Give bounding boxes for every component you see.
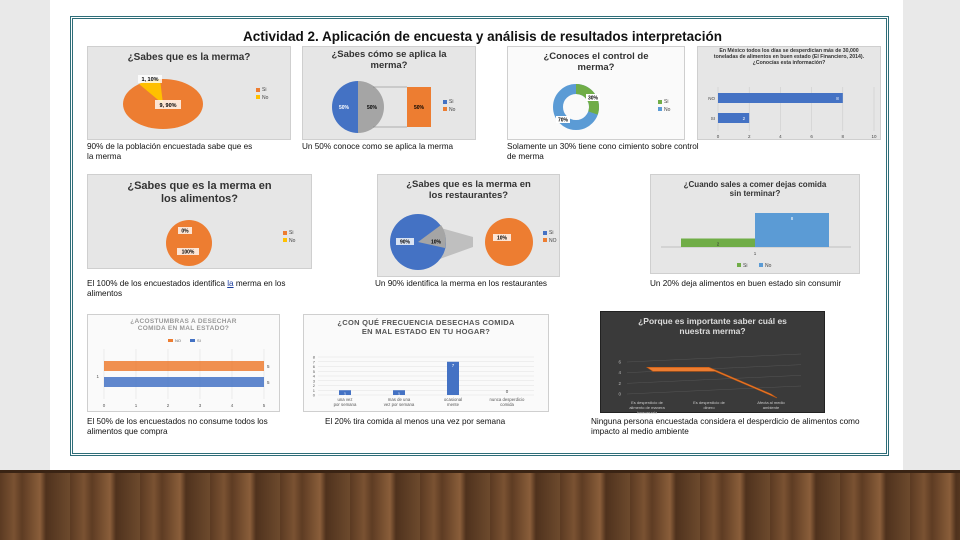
caption-3: Solamente un 30% tiene cono cimiento sobre control de merma (507, 142, 699, 161)
x-tick-label-line2: mente (447, 402, 459, 407)
bar-no (104, 361, 264, 371)
x-tick-label: nunca desperdicio (489, 397, 525, 402)
chart-10-svg (601, 312, 826, 414)
caption-7: Un 20% deja alimentos en buen estado sin consumir (650, 279, 842, 288)
legend-1 (256, 87, 268, 102)
gridline (627, 386, 801, 394)
chart-card-8 (87, 314, 280, 412)
legend-label: NO (175, 338, 181, 343)
page-title: Actividad 2. Aplicación de encuesta y análisis de resultados interpretación (243, 29, 722, 44)
y-tick-label: 7 (312, 359, 315, 365)
x-tick-label: 5 (262, 403, 266, 408)
x-tick-label: 1 (753, 251, 757, 256)
legend-swatch (737, 263, 741, 267)
y-tick-label: 6 (618, 359, 621, 365)
chart-card-3 (507, 46, 685, 140)
legend-swatch (759, 263, 763, 267)
activity-frame (70, 16, 889, 456)
x-tick-label: Es desperdicio de (693, 400, 725, 405)
x-tick-label: 2 (747, 134, 751, 139)
data-label-si: 90% (399, 239, 411, 246)
chart-card-7 (650, 174, 860, 274)
data-label: 7 (451, 362, 455, 368)
chart-card-10 (600, 311, 825, 413)
data-label-si: 100% (181, 249, 195, 256)
data-label-no: 1, 10% (141, 77, 159, 83)
caption-1: 90% de la población encuestada sabe que es la merma (87, 142, 253, 161)
x-tick-label: 1 (134, 403, 138, 408)
x-tick-label-line2: vez por semana (383, 402, 415, 407)
data-label-no: 50% (366, 105, 378, 111)
legend-item-no: No (443, 107, 455, 115)
y-tick-label: 5 (312, 368, 315, 374)
pie-secondary (485, 218, 533, 266)
y-tick-label: 1 (312, 387, 315, 393)
legend-item-no: No (256, 95, 268, 103)
x-tick-label-cont: alimento de manera (629, 405, 665, 410)
data-label-si: 30% (587, 95, 599, 102)
x-tick-label: ocasional (443, 397, 463, 402)
chart-3-svg (508, 47, 686, 141)
x-tick-label: 6 (810, 134, 813, 139)
y-tick-label: 0 (312, 392, 315, 398)
chart-7-svg (651, 175, 861, 275)
x-tick-label: 4 (230, 403, 234, 408)
x-tick-label: mas de una (387, 397, 411, 402)
chart-title-7: ¿Cuando sales a comer dejas comida sin terminar? (683, 180, 827, 199)
x-tick-label-line2: por semana (333, 402, 357, 407)
y-tick-label: SI (710, 116, 715, 121)
x-tick-label-cont: dinero (703, 405, 715, 410)
legend-3 (658, 99, 670, 114)
wood-floor (0, 470, 960, 540)
x-tick-label: Afecta al medio (757, 400, 785, 405)
legend-label: Si (743, 263, 748, 269)
chart-card-9 (303, 314, 549, 412)
y-tick-label: 2 (618, 380, 621, 386)
caption-2: Un 50% conoce como se aplica la merma (302, 142, 454, 151)
chart-title-8: ¿ACOSTUMBRAS A DESECHAR COMIDA EN MAL ESTADO? (130, 318, 237, 333)
data-label: 1 (343, 391, 347, 397)
floor-edge (0, 470, 960, 473)
y-tick-label: 4 (618, 370, 621, 376)
chart-title-2: ¿Sabes cómo se aplica la merma? (331, 49, 447, 71)
y-tick-label: 0 (618, 391, 621, 397)
y-tick-label: 1 (96, 374, 99, 379)
legend-item-si: Si (256, 87, 268, 95)
legend-item-no: No (658, 107, 670, 115)
chart-title-10: ¿Porque es importante saber cuál es nuestra merma? (638, 316, 787, 336)
y-tick-label: NO (708, 96, 715, 101)
chart-title-6: ¿Sabes que es la merma en los restaurantes? (406, 179, 531, 201)
y-tick-label: 2 (312, 383, 315, 388)
legend-item-no: No (283, 238, 295, 246)
chart-8-svg (88, 315, 281, 413)
data-label-no: 70% (557, 117, 569, 124)
x-tick-label: 10 (871, 134, 877, 139)
caption-8: El 50% de los encuestados no consume todos los alimentos que compra (87, 417, 268, 436)
x-tick-label: 4 (779, 134, 782, 139)
legend-item-si: Si (658, 99, 670, 107)
x-tick-label: 2 (166, 403, 170, 408)
legend-swatch (168, 339, 173, 342)
chart-2-svg (303, 47, 477, 141)
series-line (647, 367, 777, 398)
chart-title-4: En México todos los días se desperdician más de 30,000 toneladas de alimentos en buen estado (El Financiero, 2014). ¿Conocías esta información? (713, 48, 865, 66)
data-label: 8 (836, 96, 839, 101)
chart-5-svg (88, 175, 313, 270)
chart-card-1 (87, 46, 291, 140)
data-label: 2 (716, 241, 720, 247)
x-tick-label-line2: comida (500, 402, 514, 407)
data-label: 2 (742, 116, 746, 121)
x-tick-label-cont: ambiente (762, 405, 780, 410)
legend-item-si: Si (283, 230, 295, 238)
x-tick-label: una vez (337, 397, 353, 402)
chart-title-1: ¿Sabes que es la merma? (127, 52, 251, 63)
y-tick-label: 3 (312, 378, 315, 384)
gridline (627, 354, 801, 362)
chart-title-9: ¿CON QUÉ FRECUENCIA DESECHAS COMIDA EN MAL ESTADO EN TU HOGAR? (337, 318, 515, 336)
chart-card-5 (87, 174, 312, 269)
bar-si (104, 377, 264, 387)
chart-6-svg (378, 175, 561, 278)
data-label-no: 10% (430, 239, 442, 246)
data-label-no: 0% (181, 228, 189, 235)
data-label: 5 (267, 380, 270, 385)
chart-9-svg (304, 315, 550, 413)
data-label-si: 9, 90% (159, 103, 177, 109)
y-tick-label: 8 (312, 354, 315, 360)
caption-6: Un 90% identifica la merma en los restaurantes (375, 279, 548, 288)
legend-label: SI (197, 338, 201, 343)
gridline (627, 375, 801, 383)
x-tick-label: 3 (198, 403, 202, 408)
data-label-secondary: 10% (496, 235, 508, 242)
data-label-si: 50% (338, 105, 350, 111)
data-label: 5 (267, 364, 270, 369)
chart-title-3: ¿Conoces el control de merma? (543, 51, 649, 73)
legend-label: No (765, 263, 772, 269)
caption-9: El 20% tira comida al menos una vez por semana (325, 417, 506, 426)
data-label: 0 (505, 389, 509, 394)
y-tick-label: 4 (312, 373, 315, 379)
legend-item-si: Si (443, 99, 455, 107)
chart-card-4 (697, 46, 881, 140)
chart-card-2 (302, 46, 476, 140)
legend-item-si: Si (543, 230, 557, 238)
legend-swatch (190, 339, 195, 342)
y-tick-label: 6 (312, 364, 315, 369)
pie-slice-si (166, 220, 212, 266)
chart-4-svg (698, 47, 882, 141)
data-label: 1 (397, 391, 401, 397)
data-label: 8 (790, 216, 794, 221)
bar (718, 93, 843, 103)
x-tick-label-cont: innecesaria (636, 410, 658, 414)
legend-5 (283, 230, 295, 245)
legend-6 (543, 230, 557, 245)
chart-title-5: ¿Sabes que es la merma en los alimentos? (127, 180, 272, 205)
caption-5: El 100% de los encuestados identifica la merma en los alimentos (87, 279, 286, 298)
x-tick-label: 0 (716, 134, 720, 139)
x-tick-label: 0 (102, 403, 106, 408)
legend-item-no: NO (543, 238, 557, 246)
x-tick-label: Es desperdicio de (631, 400, 663, 405)
chart-card-6 (377, 174, 560, 277)
x-tick-label: 8 (841, 134, 845, 139)
legend-2 (443, 99, 455, 114)
caption-10: Ninguna persona encuestada considera el desperdicio de alimentos como impacto al medio ambiente (591, 417, 860, 436)
data-label-bar: 50% (413, 105, 425, 111)
